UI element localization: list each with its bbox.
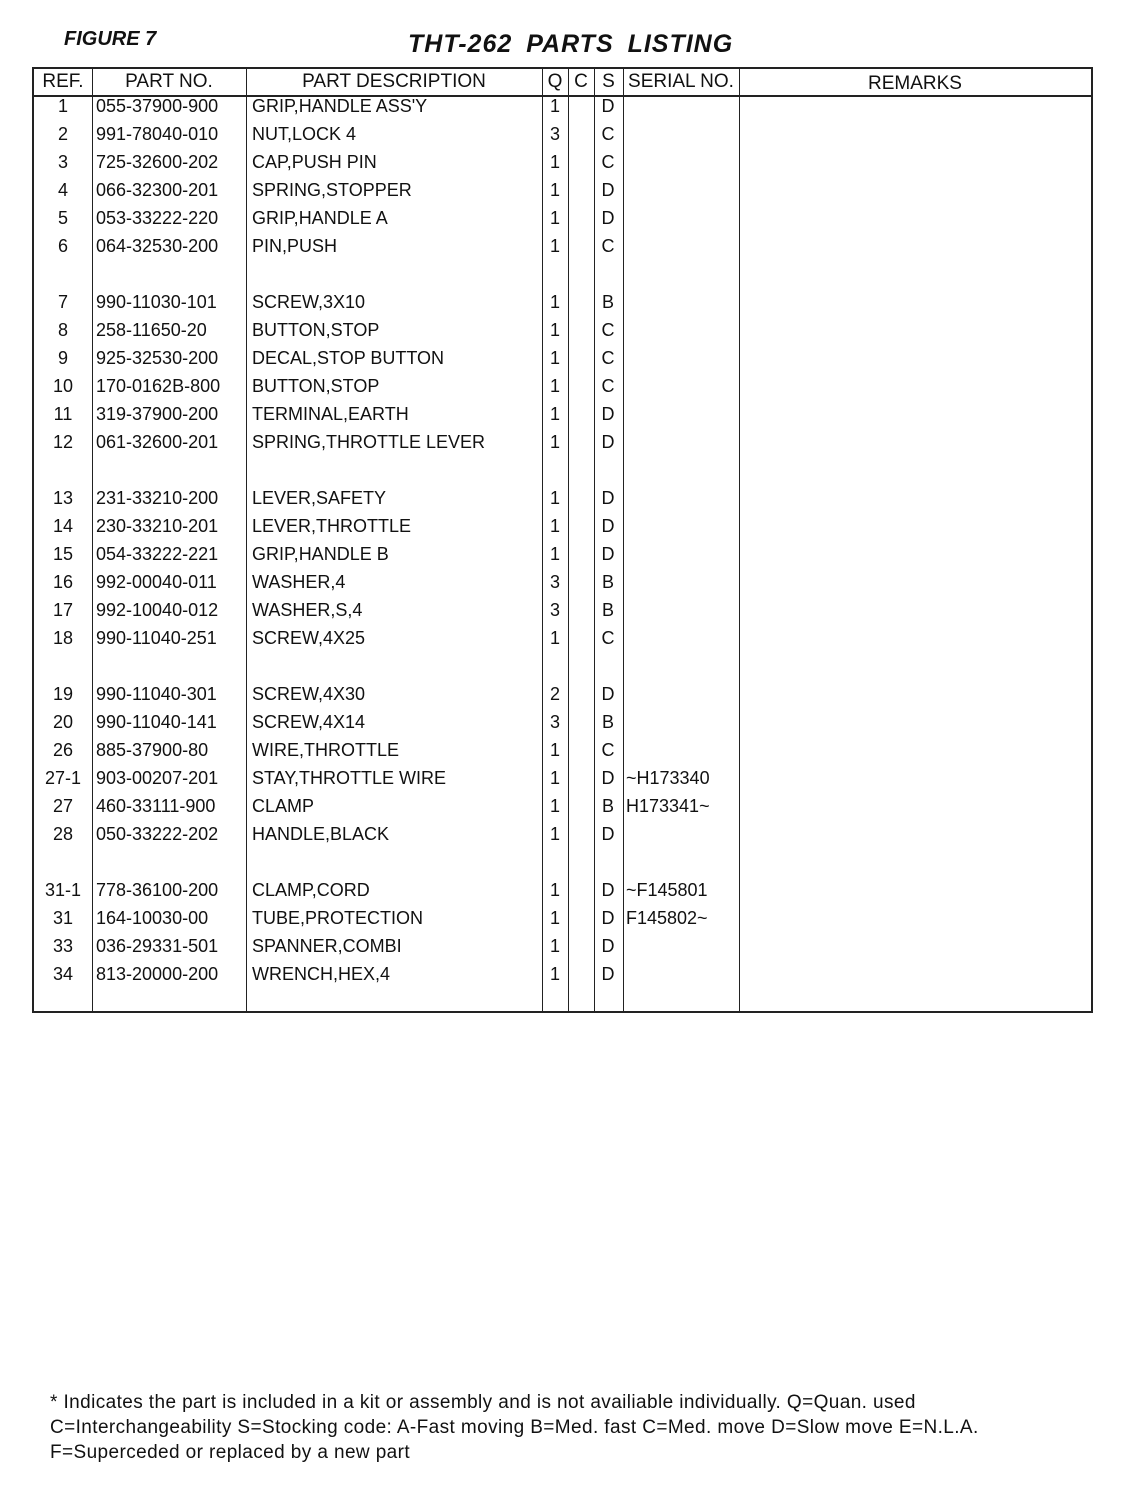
stocking-code-cell: D — [601, 964, 615, 984]
serial-no-cell — [626, 736, 738, 764]
interchangeability-cell — [568, 484, 594, 512]
interchangeability-cell — [568, 428, 594, 456]
ref-cell: 20 — [52, 712, 74, 732]
interchangeability-cell — [568, 960, 594, 988]
interchangeability-cell — [568, 932, 594, 960]
ref-cell: 12 — [52, 432, 74, 452]
description-cell: GRIP,HANDLE B — [252, 544, 389, 564]
table-row — [34, 736, 1091, 764]
description-cell: NUT,LOCK 4 — [252, 124, 357, 144]
part-no-cell: 992-10040-012 — [96, 600, 219, 620]
quantity-cell: 1 — [549, 208, 560, 228]
interchangeability-cell — [568, 708, 594, 736]
remarks-cell — [742, 708, 1092, 736]
part-no-cell: 990-11040-141 — [96, 712, 217, 732]
part-no-cell: 258-11650-20 — [96, 320, 207, 340]
table-row — [34, 92, 1091, 120]
description-cell: HANDLE,BLACK — [252, 824, 390, 844]
table-row — [34, 316, 1091, 344]
ref-cell: 31 — [52, 908, 74, 928]
quantity-cell: 1 — [549, 936, 560, 956]
part-no-cell: 230-33210-201 — [96, 516, 219, 536]
part-no-cell: 054-33222-221 — [96, 544, 219, 564]
stocking-code-cell: D — [601, 768, 615, 788]
quantity-cell: 1 — [549, 908, 560, 928]
part-no-cell: 231-33210-200 — [96, 488, 219, 508]
description-cell: SPRING,THROTTLE LEVER — [252, 432, 486, 452]
description-cell: WASHER,4 — [252, 572, 346, 592]
serial-no-cell — [626, 960, 738, 988]
remarks-cell — [742, 960, 1092, 988]
part-no-cell: 319-37900-200 — [96, 404, 219, 424]
part-no-cell: 164-10030-00 — [96, 908, 209, 928]
serial-no-cell — [626, 568, 738, 596]
remarks-cell — [742, 92, 1092, 120]
header-s: S — [602, 71, 615, 92]
serial-no-cell — [626, 344, 738, 372]
part-no-cell: 990-11040-301 — [96, 684, 217, 704]
table-row — [34, 568, 1091, 596]
description-cell: CLAMP — [252, 796, 315, 816]
table-row — [34, 540, 1091, 568]
quantity-cell: 1 — [549, 152, 560, 172]
remarks-cell — [742, 540, 1092, 568]
remarks-cell — [742, 568, 1092, 596]
quantity-cell: 1 — [549, 796, 560, 816]
description-cell: STAY,THROTTLE WIRE — [252, 768, 447, 788]
quantity-cell: 1 — [549, 376, 560, 396]
ref-cell: 19 — [52, 684, 74, 704]
description-cell: TERMINAL,EARTH — [252, 404, 409, 424]
table-row — [34, 344, 1091, 372]
remarks-cell — [742, 428, 1092, 456]
interchangeability-cell — [568, 680, 594, 708]
quantity-cell: 1 — [549, 432, 560, 452]
quantity-cell: 1 — [549, 180, 560, 200]
interchangeability-cell — [568, 736, 594, 764]
remarks-cell — [742, 764, 1092, 792]
quantity-cell: 3 — [549, 600, 560, 620]
stocking-code-cell: C — [601, 628, 615, 648]
description-cell: SPRING,STOPPER — [252, 180, 412, 200]
part-no-cell: 460-33111-900 — [96, 796, 216, 816]
ref-cell: 18 — [52, 628, 74, 648]
stocking-code-cell: C — [601, 376, 615, 396]
remarks-cell — [742, 484, 1092, 512]
remarks-cell — [742, 204, 1092, 232]
stocking-code-cell: D — [601, 180, 615, 200]
footnote: * Indicates the part is included in a kit or assembly and is not availiable individually. Q=Quan. used C=Interchangeability S=Stocking code: A-Fast moving B=Med. fast C=Med. move D=Slow move E=N.L.A. F=Superceded or replaced by a new part — [50, 1392, 979, 1463]
ref-cell: 1 — [57, 96, 68, 116]
ref-cell: 17 — [52, 600, 74, 620]
table-row — [34, 484, 1091, 512]
stocking-code-cell: D — [601, 516, 615, 536]
table-row — [34, 904, 1091, 932]
table-row — [34, 372, 1091, 400]
header-description: PART DESCRIPTION — [302, 71, 486, 92]
part-no-cell: 053-33222-220 — [96, 208, 219, 228]
ref-cell: 33 — [52, 936, 74, 956]
serial-no-cell — [626, 120, 738, 148]
quantity-cell: 3 — [549, 572, 560, 592]
serial-no-cell — [626, 176, 738, 204]
table-row — [34, 428, 1091, 456]
ref-cell: 27-1 — [44, 768, 82, 788]
stocking-code-cell: D — [601, 936, 615, 956]
parts-table — [32, 67, 1093, 1013]
remarks-cell — [742, 680, 1092, 708]
description-cell: CAP,PUSH PIN — [252, 152, 377, 172]
quantity-cell: 1 — [549, 768, 560, 788]
remarks-cell — [742, 512, 1092, 540]
serial-no-cell — [626, 428, 738, 456]
remarks-cell — [742, 400, 1092, 428]
table-row — [34, 932, 1091, 960]
interchangeability-cell — [568, 148, 594, 176]
table-row — [34, 820, 1091, 848]
serial-no-cell: H173341~ — [626, 796, 710, 816]
stocking-code-cell: C — [601, 152, 615, 172]
stocking-code-cell: D — [601, 684, 615, 704]
stocking-code-cell: B — [601, 600, 614, 620]
description-cell: TUBE,PROTECTION — [252, 908, 424, 928]
serial-no-cell: ~H173340 — [626, 768, 710, 788]
table-row — [34, 596, 1091, 624]
serial-no-cell — [626, 232, 738, 260]
ref-cell: 15 — [52, 544, 74, 564]
interchangeability-cell — [568, 596, 594, 624]
quantity-cell: 1 — [549, 824, 560, 844]
stocking-code-cell: D — [601, 544, 615, 564]
quantity-cell: 1 — [549, 488, 560, 508]
serial-no-cell — [626, 316, 738, 344]
ref-cell: 34 — [52, 964, 74, 984]
ref-cell: 7 — [57, 292, 68, 312]
figure-label: FIGURE 7 — [64, 28, 157, 50]
remarks-cell — [742, 736, 1092, 764]
header-remarks: REMARKS — [868, 73, 962, 94]
description-cell: BUTTON,STOP — [252, 320, 380, 340]
table-row — [34, 120, 1091, 148]
part-no-cell: 990-11040-251 — [96, 628, 217, 648]
stocking-code-cell: D — [601, 880, 615, 900]
table-row — [34, 400, 1091, 428]
remarks-cell — [742, 820, 1092, 848]
remarks-cell — [742, 876, 1092, 904]
quantity-cell: 1 — [549, 404, 560, 424]
description-cell: SPANNER,COMBI — [252, 936, 402, 956]
interchangeability-cell — [568, 904, 594, 932]
table-row — [34, 680, 1091, 708]
part-no-cell: 061-32600-201 — [96, 432, 219, 452]
ref-cell: 16 — [52, 572, 74, 592]
page-title: THT-262 PARTS LISTING — [408, 30, 734, 58]
part-no-cell: 725-32600-202 — [96, 152, 219, 172]
interchangeability-cell — [568, 568, 594, 596]
header-c: C — [574, 71, 588, 92]
description-cell: WRENCH,HEX,4 — [252, 964, 391, 984]
serial-no-cell — [626, 204, 738, 232]
ref-cell: 5 — [57, 208, 68, 228]
quantity-cell: 1 — [549, 544, 560, 564]
serial-no-cell — [626, 624, 738, 652]
serial-no-cell — [626, 820, 738, 848]
table-row — [34, 204, 1091, 232]
ref-cell: 9 — [57, 348, 68, 368]
serial-no-cell — [626, 680, 738, 708]
table-row — [34, 708, 1091, 736]
remarks-cell — [742, 148, 1092, 176]
ref-cell: 31-1 — [44, 880, 82, 900]
part-no-cell: 992-00040-011 — [96, 572, 217, 592]
table-row — [34, 960, 1091, 988]
remarks-cell — [742, 288, 1092, 316]
part-no-cell: 990-11030-101 — [96, 292, 217, 312]
remarks-cell — [742, 120, 1092, 148]
serial-no-cell — [626, 708, 738, 736]
remarks-cell — [742, 344, 1092, 372]
serial-no-cell — [626, 484, 738, 512]
remarks-cell — [742, 372, 1092, 400]
quantity-cell: 1 — [549, 320, 560, 340]
quantity-cell: 2 — [549, 684, 560, 704]
description-cell: BUTTON,STOP — [252, 376, 380, 396]
stocking-code-cell: D — [601, 432, 615, 452]
header-serial: SERIAL NO. — [628, 71, 734, 92]
header-part-no: PART NO. — [125, 71, 213, 92]
stocking-code-cell: C — [601, 348, 615, 368]
interchangeability-cell — [568, 764, 594, 792]
remarks-cell — [742, 904, 1092, 932]
interchangeability-cell — [568, 372, 594, 400]
description-cell: SCREW,4X30 — [252, 684, 366, 704]
part-no-cell: 050-33222-202 — [96, 824, 219, 844]
ref-cell: 28 — [52, 824, 74, 844]
stocking-code-cell: B — [601, 796, 614, 816]
table-row — [34, 792, 1091, 820]
serial-no-cell — [626, 596, 738, 624]
description-cell: SCREW,4X14 — [252, 712, 366, 732]
stocking-code-cell: D — [601, 488, 615, 508]
stocking-code-cell: C — [601, 236, 615, 256]
part-no-cell: 778-36100-200 — [96, 880, 219, 900]
interchangeability-cell — [568, 176, 594, 204]
description-cell: WASHER,S,4 — [252, 600, 363, 620]
remarks-cell — [742, 932, 1092, 960]
ref-cell: 26 — [52, 740, 74, 760]
interchangeability-cell — [568, 232, 594, 260]
interchangeability-cell — [568, 792, 594, 820]
quantity-cell: 1 — [549, 236, 560, 256]
part-no-cell: 991-78040-010 — [96, 124, 219, 144]
description-cell: PIN,PUSH — [252, 236, 338, 256]
serial-no-cell — [626, 932, 738, 960]
quantity-cell: 1 — [549, 292, 560, 312]
ref-cell: 10 — [52, 376, 74, 396]
serial-no-cell: F145802~ — [626, 908, 708, 928]
description-cell: SCREW,4X25 — [252, 628, 366, 648]
stocking-code-cell: B — [601, 572, 614, 592]
table-row — [34, 876, 1091, 904]
part-no-cell: 064-32530-200 — [96, 236, 219, 256]
serial-no-cell — [626, 92, 738, 120]
serial-no-cell — [626, 400, 738, 428]
stocking-code-cell: D — [601, 404, 615, 424]
ref-cell: 13 — [52, 488, 74, 508]
interchangeability-cell — [568, 876, 594, 904]
part-no-cell: 066-32300-201 — [96, 180, 219, 200]
table-row — [34, 288, 1091, 316]
interchangeability-cell — [568, 512, 594, 540]
quantity-cell: 1 — [549, 628, 560, 648]
interchangeability-cell — [568, 820, 594, 848]
serial-no-cell — [626, 540, 738, 568]
description-cell: GRIP,HANDLE A — [252, 208, 388, 228]
interchangeability-cell — [568, 288, 594, 316]
stocking-code-cell: C — [601, 740, 615, 760]
table-row — [34, 176, 1091, 204]
part-no-cell: 813-20000-200 — [96, 964, 219, 984]
ref-cell: 11 — [53, 404, 73, 424]
table-row — [34, 512, 1091, 540]
part-no-cell: 925-32530-200 — [96, 348, 219, 368]
table-row — [34, 764, 1091, 792]
description-cell: LEVER,THROTTLE — [252, 516, 412, 536]
stocking-code-cell: D — [601, 908, 615, 928]
part-no-cell: 036-29331-501 — [96, 936, 219, 956]
description-cell: WIRE,THROTTLE — [252, 740, 399, 760]
description-cell: GRIP,HANDLE ASS'Y — [252, 96, 428, 116]
interchangeability-cell — [568, 344, 594, 372]
interchangeability-cell — [568, 204, 594, 232]
remarks-cell — [742, 596, 1092, 624]
serial-no-cell — [626, 512, 738, 540]
interchangeability-cell — [568, 540, 594, 568]
quantity-cell: 1 — [549, 740, 560, 760]
remarks-cell — [742, 232, 1092, 260]
table-row — [34, 624, 1091, 652]
ref-cell: 6 — [57, 236, 68, 256]
quantity-cell: 1 — [549, 96, 560, 116]
ref-cell: 8 — [57, 320, 68, 340]
ref-cell: 4 — [57, 180, 68, 200]
table-row — [34, 232, 1091, 260]
serial-no-cell — [626, 288, 738, 316]
quantity-cell: 1 — [549, 516, 560, 536]
quantity-cell: 1 — [549, 348, 560, 368]
stocking-code-cell: C — [601, 320, 615, 340]
stocking-code-cell: D — [601, 208, 615, 228]
serial-no-cell — [626, 372, 738, 400]
interchangeability-cell — [568, 316, 594, 344]
part-no-cell: 885-37900-80 — [96, 740, 209, 760]
description-cell: LEVER,SAFETY — [252, 488, 387, 508]
description-cell: SCREW,3X10 — [252, 292, 366, 312]
ref-cell: 2 — [57, 124, 68, 144]
remarks-cell — [742, 316, 1092, 344]
serial-no-cell — [626, 148, 738, 176]
quantity-cell: 1 — [549, 880, 560, 900]
description-cell: CLAMP,CORD — [252, 880, 370, 900]
ref-cell: 3 — [57, 152, 68, 172]
remarks-cell — [742, 624, 1092, 652]
stocking-code-cell: C — [601, 124, 615, 144]
ref-cell: 27 — [52, 796, 74, 816]
quantity-cell: 3 — [549, 712, 560, 732]
quantity-cell: 1 — [549, 964, 560, 984]
part-no-cell: 903-00207-201 — [96, 768, 219, 788]
remarks-cell — [742, 792, 1092, 820]
stocking-code-cell: D — [601, 96, 615, 116]
stocking-code-cell: B — [601, 292, 614, 312]
table-body — [34, 97, 1091, 1011]
description-cell: DECAL,STOP BUTTON — [252, 348, 445, 368]
interchangeability-cell — [568, 624, 594, 652]
part-no-cell: 055-37900-900 — [96, 96, 219, 116]
quantity-cell: 3 — [549, 124, 560, 144]
header-q: Q — [547, 71, 563, 92]
interchangeability-cell — [568, 400, 594, 428]
part-no-cell: 170-0162B-800 — [96, 376, 221, 396]
table-row — [34, 148, 1091, 176]
interchangeability-cell — [568, 120, 594, 148]
header-ref: REF. — [42, 71, 84, 92]
stocking-code-cell: B — [601, 712, 614, 732]
interchangeability-cell — [568, 92, 594, 120]
remarks-cell — [742, 176, 1092, 204]
ref-cell: 14 — [52, 516, 74, 536]
stocking-code-cell: D — [601, 824, 615, 844]
serial-no-cell: ~F145801 — [626, 880, 708, 900]
